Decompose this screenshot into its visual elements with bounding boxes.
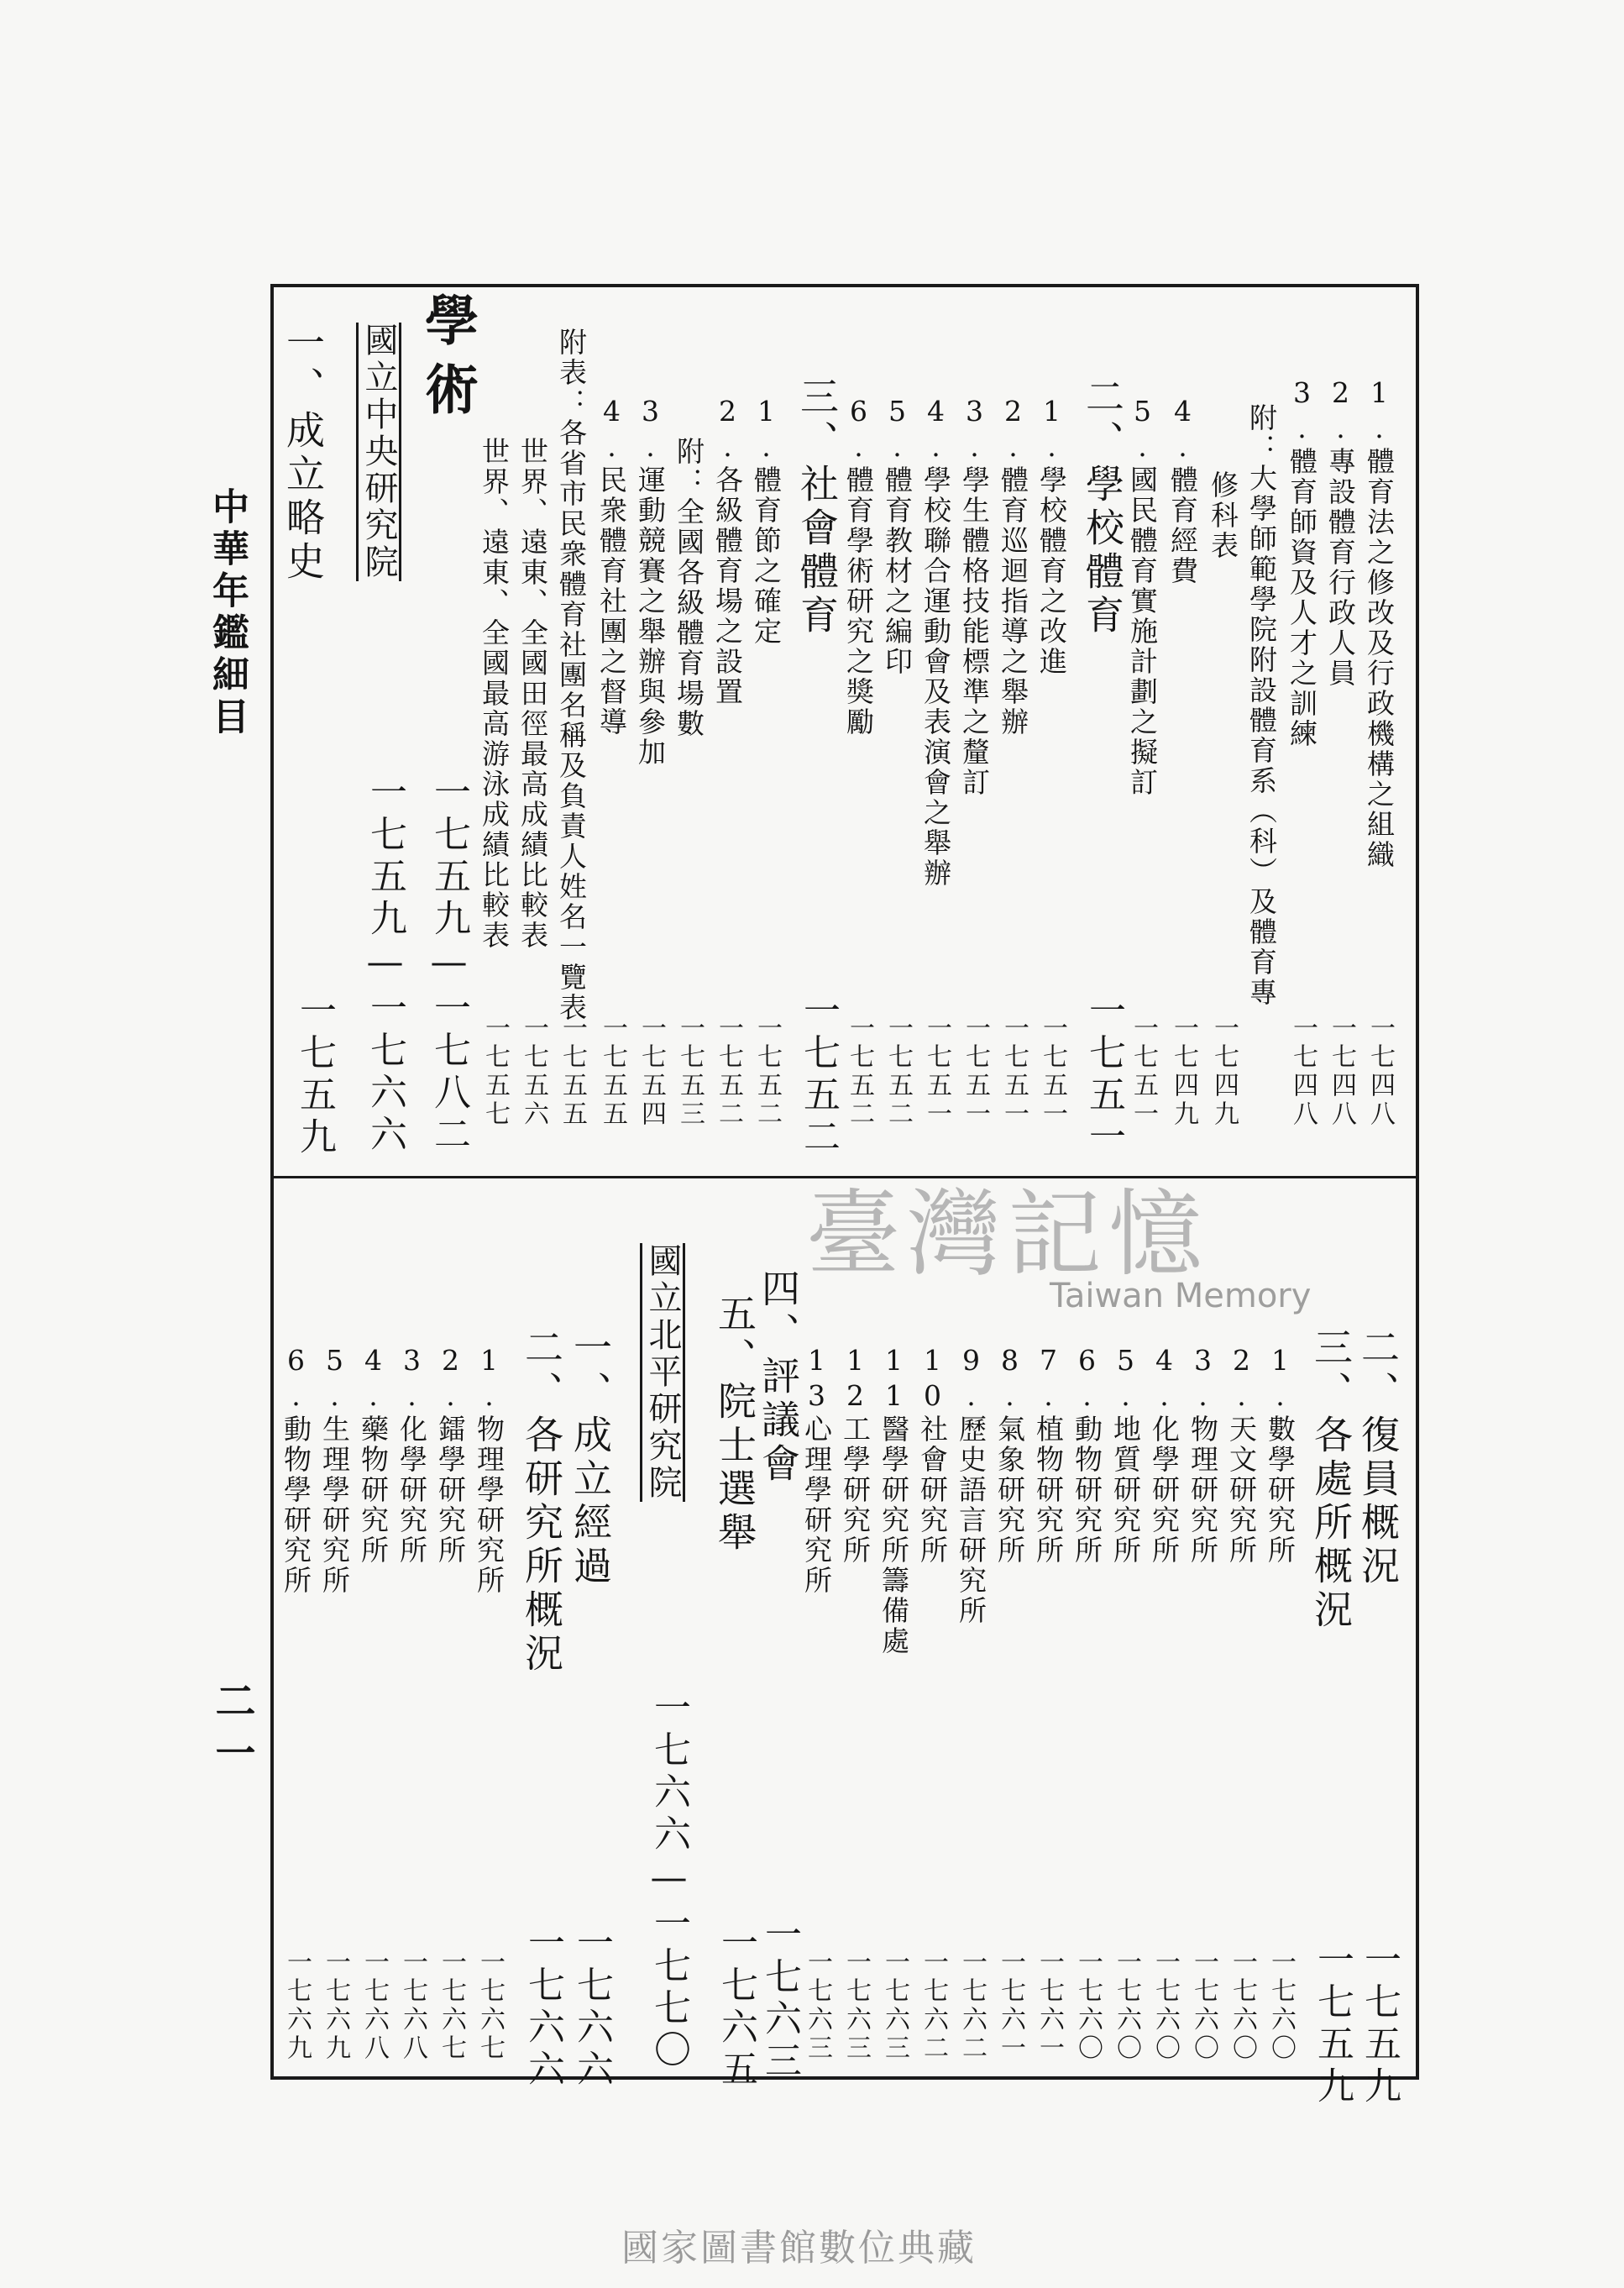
toc-entry: 13心理學研究所: [800, 1344, 833, 1596]
page-ref: 一七六〇: [1073, 1949, 1103, 2063]
page-ref: 一七五五: [598, 1015, 627, 1129]
toc-entry: 6.動物研究所: [1071, 1344, 1103, 1566]
watermark-english: Taiwan Memory: [1050, 1277, 1312, 1315]
toc-entry: 5.國民體育實施計劃之擬訂: [1126, 395, 1159, 798]
toc-entry: 5.生理學研究所: [318, 1344, 351, 1596]
page-ref: 一七六二: [919, 1949, 948, 2063]
page-ref: 一七六〇: [1228, 1949, 1257, 2063]
toc-entry: 1.物理學研究所: [473, 1344, 506, 1596]
page-range: 一七五九—一七六六: [364, 773, 406, 1157]
page-ref: 一七六三: [880, 1949, 909, 2063]
page-ref: 一七六六: [570, 1923, 613, 2091]
page-ref: 一七六三: [841, 1949, 871, 2063]
toc-entry: 附表：各省市民衆體育社團名稱及負責人姓名一覽表: [555, 328, 588, 1023]
toc-section: 一、成立經過: [568, 1327, 613, 1589]
page-ref: 一七六六: [521, 1923, 564, 2091]
toc-entry: 修科表: [1207, 470, 1239, 561]
toc-entry: 4.學校聯合運動會及表演會之舉辦: [919, 395, 952, 889]
toc-section: 一、成立略史: [280, 323, 326, 585]
page-ref: 一七五六: [519, 1015, 548, 1129]
toc-entry: 3.化學研究所: [396, 1344, 428, 1566]
toc-entry: 1.學校體育之改進: [1035, 395, 1068, 677]
page-ref: 一七六八: [398, 1949, 427, 2063]
toc-entry: 11醫學研究所籌備處: [877, 1344, 910, 1656]
toc-entry: 9.歷史語言研究所: [955, 1344, 987, 1626]
page-ref: 一七六〇: [1112, 1949, 1141, 2063]
page-ref: 一七五九: [1311, 1940, 1354, 2108]
watermark-chinese: 臺灣記憶: [806, 1180, 1209, 1289]
toc-entry: 2.天文研究所: [1225, 1344, 1258, 1566]
page-ref: 一七四八: [1288, 1015, 1318, 1129]
page-ref: 一七六二: [957, 1949, 987, 2063]
page-ref: 一七六一: [1035, 1949, 1064, 2063]
toc-section: 三、各處所概況: [1308, 1327, 1354, 1633]
toc-entry: 10社會研究所: [916, 1344, 949, 1566]
toc-entry: 2.專設體育行政人員: [1324, 376, 1357, 689]
page-ref: 一七五二: [714, 1015, 743, 1129]
institution-peiping: 國立北平研究院: [640, 1243, 685, 1502]
toc-section: 二、復員概況: [1355, 1327, 1401, 1589]
toc-entry: 2.鐳學研究所: [434, 1344, 467, 1566]
toc-section: 五、院士選舉: [712, 1294, 757, 1556]
toc-entry: 4.體育經費: [1166, 395, 1199, 586]
toc-entry: 5.體育教材之編印: [881, 395, 914, 677]
toc-section: 三、社會體育: [794, 376, 840, 638]
page-ref: 一七六〇: [1150, 1949, 1180, 2063]
toc-section: 二、各研究所概況: [519, 1327, 564, 1677]
toc-entry: 3.學生體格技能標準之釐訂: [958, 395, 991, 798]
page-ref: 一七四八: [1327, 1015, 1356, 1129]
toc-section: 四、評議會: [756, 1268, 801, 1487]
toc-entry: 4.藥物研究所: [357, 1344, 390, 1566]
toc-entry: 5.地質研究所: [1109, 1344, 1142, 1566]
page-ref: 一七六〇: [1189, 1949, 1218, 2063]
section-academic: 學術: [416, 292, 479, 430]
toc-entry: 4.民衆體育社團之督導: [595, 395, 628, 737]
page-ref: 一七五二: [752, 1015, 782, 1129]
page-range: 一七五九—一七八二: [427, 773, 470, 1157]
page-ref: 一七五一: [922, 1015, 951, 1129]
page-ref: 一七五九: [293, 991, 336, 1159]
page-ref: 一七五四: [637, 1015, 666, 1129]
toc-entry: 附：全國各級體育場數: [673, 437, 705, 739]
page-ref: 一七五二: [883, 1015, 913, 1129]
page-ref: 一七五七: [480, 1015, 510, 1129]
page-ref: 一七六三: [803, 1949, 832, 2063]
page-ref: 一七五一: [961, 1015, 990, 1129]
page-ref: 一七六九: [321, 1949, 350, 2063]
toc-entry: 8.氣象研究所: [993, 1344, 1026, 1566]
page-ref: 一七五九: [1358, 1940, 1401, 2108]
page-ref: 一七五三: [675, 1015, 705, 1129]
page-ref: 一七六三: [758, 1915, 801, 2083]
page-ref: 一七六七: [475, 1949, 505, 2063]
page-range: 一七六六—一七七〇: [647, 1688, 690, 2072]
toc-entry: 3.物理研究所: [1187, 1344, 1219, 1566]
page-ref: 一七六〇: [1266, 1949, 1296, 2063]
page-ref: 一七四九: [1169, 1015, 1198, 1129]
page-ref: 一七四八: [1365, 1015, 1395, 1129]
page-ref: 一七五一: [1129, 1015, 1158, 1129]
toc-entry: 世界、遠東、全國田徑最高成績比較表: [516, 437, 549, 951]
toc-entry: 2.體育巡迴指導之舉辦: [997, 395, 1029, 737]
toc-entry: 1.體育法之修改及行政機構之組織: [1363, 376, 1396, 870]
page-ref: 一七六一: [996, 1949, 1025, 2063]
page-ref: 一七六九: [282, 1949, 312, 2063]
running-header: 中華年鑑細目: [206, 487, 249, 739]
footer-archive-label: 國家圖書館數位典藏: [621, 2227, 977, 2270]
toc-entry: 1.體育節之確定: [750, 395, 783, 647]
toc-entry: 6.體育學術研究之獎勵: [842, 395, 875, 737]
toc-entry: 12工學研究所: [839, 1344, 872, 1566]
toc-entry: 4.化學研究所: [1148, 1344, 1181, 1566]
page-number: 二一: [208, 1680, 255, 1784]
toc-entry: 附：大學師範學院附設體育系（科）及體育專: [1245, 403, 1278, 1008]
institution-central: 國立中央研究院: [356, 323, 401, 581]
page-ref: 一七六七: [437, 1949, 466, 2063]
toc-entry: 7.植物研究所: [1032, 1344, 1065, 1566]
toc-entry: 3.體育師資及人才之訓練: [1286, 376, 1318, 749]
page-ref: 一七四九: [1209, 1015, 1239, 1129]
toc-entry: 3.運動競賽之舉辦與參加: [634, 395, 667, 768]
toc-entry: 6.動物學研究所: [280, 1344, 312, 1596]
page-ref: 一七五一: [999, 1015, 1029, 1129]
toc-entry: 世界、遠東、全國最高游泳成績比較表: [478, 437, 511, 951]
page-ref: 一七五二: [845, 1015, 874, 1129]
toc-entry: 1.數學研究所: [1264, 1344, 1297, 1566]
toc-entry: 2.各級體育場之設置: [711, 395, 744, 707]
page-ref: 一七五五: [558, 1015, 587, 1129]
toc-section: 二、學校體育: [1080, 376, 1125, 638]
page-ref: 一七六五: [715, 1923, 757, 2091]
page-ref: 一七五二: [797, 991, 840, 1159]
page-ref: 一七六八: [359, 1949, 389, 2063]
page-ref: 一七五一: [1082, 991, 1125, 1159]
page-ref: 一七五一: [1038, 1015, 1067, 1129]
